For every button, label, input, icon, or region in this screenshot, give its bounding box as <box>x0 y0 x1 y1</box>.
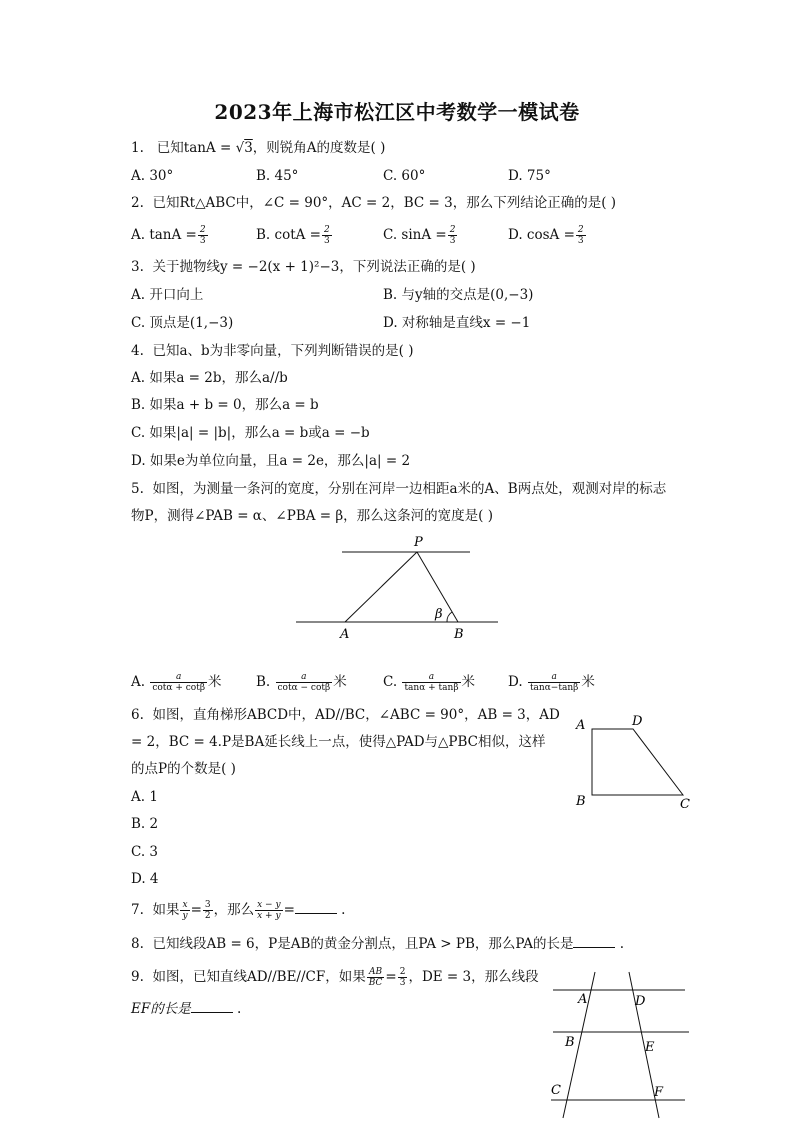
trapezoid-abcd <box>592 729 683 795</box>
parallel-lines-diagram <box>545 968 695 1120</box>
option-b: B. 如果a + b = 0，那么a = b <box>131 397 319 413</box>
option-c: C. sinA = $\frac{2}{3}$ <box>383 225 456 246</box>
question-2 <box>131 194 616 212</box>
trapezoid-diagram <box>568 708 698 818</box>
option-b: B. cotA = $\frac{2}{3}$ <box>256 225 330 246</box>
option-d: D. 75° <box>508 168 551 184</box>
question-4 <box>131 342 414 360</box>
question-6 <box>131 706 560 724</box>
fraction-3-over-2: $\frac{3}{2}$ <box>204 900 211 921</box>
question-8: 8. 已知线段AB = 6，P是AB的黄金分割点，且PA > PB，那么PA的长是 . <box>131 936 625 952</box>
question-9-line2: EF的长是 . <box>131 1001 242 1017</box>
sqrt-radicand: 3 <box>244 140 253 156</box>
fraction: $\frac{a}{\tan\alpha-\tan\beta}$ <box>529 672 579 693</box>
label-d: D <box>632 714 643 729</box>
label-beta: β <box>435 607 443 622</box>
option-a: A. $\frac{a}{\cot\alpha + \cot\beta}$ 米 <box>131 672 222 693</box>
label-d: D <box>635 994 646 1009</box>
question-1 <box>131 139 385 157</box>
question-number: 8. <box>131 936 144 952</box>
question-text: 已知线段AB = 6，P是AB的黄金分割点，且PA > PB，那么PA的长是 <box>152 936 574 952</box>
option-c: C. $\frac{a}{\tan\alpha + \tan\beta}$ 米 <box>383 672 476 693</box>
question-9: 9. 如图，已知直线AD//BE//CF，如果 $\frac{AB}{BC}$ = $\frac{2}{3}$ ，DE = 3，那么线段 <box>131 967 539 988</box>
label-b: B <box>565 1035 575 1050</box>
option-a: A. 1 <box>131 789 158 805</box>
option-d: D. cosA = $\frac{2}{3}$ <box>508 225 584 246</box>
question-number: 7. <box>131 902 144 918</box>
label-a: A <box>578 992 588 1007</box>
option-a: A. tanA = $\frac{2}{3}$ <box>131 225 206 246</box>
question-number: 2. <box>131 195 144 211</box>
fraction: $\frac{a}{\cot\alpha + \cot\beta}$ <box>152 672 206 693</box>
fraction-2-over-3: $\frac{2}{3}$ <box>399 967 406 988</box>
option-c: C. 如果|a| = |b|，那么a = b或a = −b <box>131 425 370 441</box>
question-7: 7. 如果 $\frac{x}{y}$ = $\frac{3}{2}$ ，那么 $\frac{x - y}{x + y}$ = . <box>131 900 346 921</box>
question-text: 已知Rt△ABC中，∠C = 90°，AC = 2，BC = 3，那么下列结论正确的是( ) <box>152 195 617 211</box>
option-c: C. 60° <box>383 168 426 184</box>
question-text: 已知tanA = <box>156 140 236 156</box>
option-b: B. 45° <box>256 168 299 184</box>
option-d: D. $\frac{a}{\tan\alpha-\tan\beta}$ 米 <box>508 672 595 693</box>
line-pa <box>345 552 417 622</box>
label-a: A <box>340 627 350 642</box>
fraction: $\frac{2}{3}$ <box>577 225 584 246</box>
option-b: B. 与y轴的交点是(0,−3) <box>383 287 534 303</box>
question-5 <box>131 480 666 498</box>
label-f: F <box>654 1085 664 1100</box>
question-text-line3: 的点P的个数是( ) <box>131 761 236 777</box>
option-d: D. 对称轴是直线x = −1 <box>383 315 531 331</box>
fraction: $\frac{2}{3}$ <box>449 225 456 246</box>
option-c: C. 顶点是(1,−3) <box>131 315 234 331</box>
question-number: 9. <box>131 969 144 985</box>
question-number: 4. <box>131 343 144 359</box>
fraction: $\frac{a}{\tan\alpha + \tan\beta}$ <box>404 672 459 693</box>
question-number: 3. <box>131 259 144 275</box>
label-p: P <box>414 535 423 550</box>
fraction: $\frac{a}{\cot\alpha - \cot\beta}$ <box>277 672 331 693</box>
option-a: A. 30° <box>131 168 174 184</box>
option-b: B. $\frac{a}{\cot\alpha - \cot\beta}$ 米 <box>256 672 347 693</box>
option-a: A. 如果a = 2b，那么a//b <box>131 370 288 386</box>
option-b: B. 2 <box>131 816 159 832</box>
question-number: 6. <box>131 707 144 723</box>
answer-blank[interactable] <box>295 901 337 914</box>
fraction-ab-over-bc: $\frac{AB}{BC}$ <box>368 967 383 988</box>
question-text-line2: = 2，BC = 4.P是BA延长线上一点，使得△PAD与△PBC相似，这样 <box>131 734 546 750</box>
option-d: D. 4 <box>131 871 159 887</box>
river-diagram <box>290 530 505 645</box>
answer-blank[interactable] <box>573 935 615 948</box>
label-b: B <box>576 794 586 809</box>
label-a: A <box>576 718 586 733</box>
question-text: 关于抛物线y = −2(x + 1)²−3，下列说法正确的是( ) <box>152 259 476 275</box>
fraction-expression: $\frac{x - y}{x + y}$ <box>257 900 281 921</box>
fraction: $\frac{2}{3}$ <box>199 225 206 246</box>
label-e: E <box>645 1040 655 1055</box>
question-text-line1: 如图，直角梯形ABCD中，AD//BC，∠ABC = 90°，AB = 3，AD <box>152 707 560 723</box>
sqrt-symbol: √ <box>235 140 245 156</box>
option-d: D. 如果e为单位向量，且a = 2e，那么|a| = 2 <box>131 453 411 469</box>
option-a: A. 开口向上 <box>131 287 204 303</box>
question-text-post: ，则锐角A的度数是( ) <box>252 140 386 156</box>
label-c: C <box>551 1083 561 1098</box>
question-number: 5. <box>131 481 144 497</box>
question-text-line1: 如图，为测量一条河的宽度，分别在河岸一边相距a米的A、B两点处，观测对岸的标志 <box>152 481 667 497</box>
question-number: 1. <box>131 140 144 156</box>
answer-blank[interactable] <box>191 1000 233 1013</box>
question-3 <box>131 258 476 276</box>
option-c: C. 3 <box>131 844 159 860</box>
page-title: 2023年上海市松江区中考数学一模试卷 <box>214 100 580 124</box>
fraction: $\frac{2}{3}$ <box>323 225 330 246</box>
question-text: 已知a、b为非零向量，下列判断错误的是( ) <box>152 343 414 359</box>
fraction-x-over-y: $\frac{x}{y}$ <box>182 900 188 921</box>
angle-beta-arc <box>447 612 452 622</box>
label-c: C <box>680 797 690 812</box>
label-b: B <box>454 627 464 642</box>
question-text-line2: 物P，测得∠PAB = α、∠PBA = β，那么这条河的宽度是( ) <box>131 508 494 524</box>
